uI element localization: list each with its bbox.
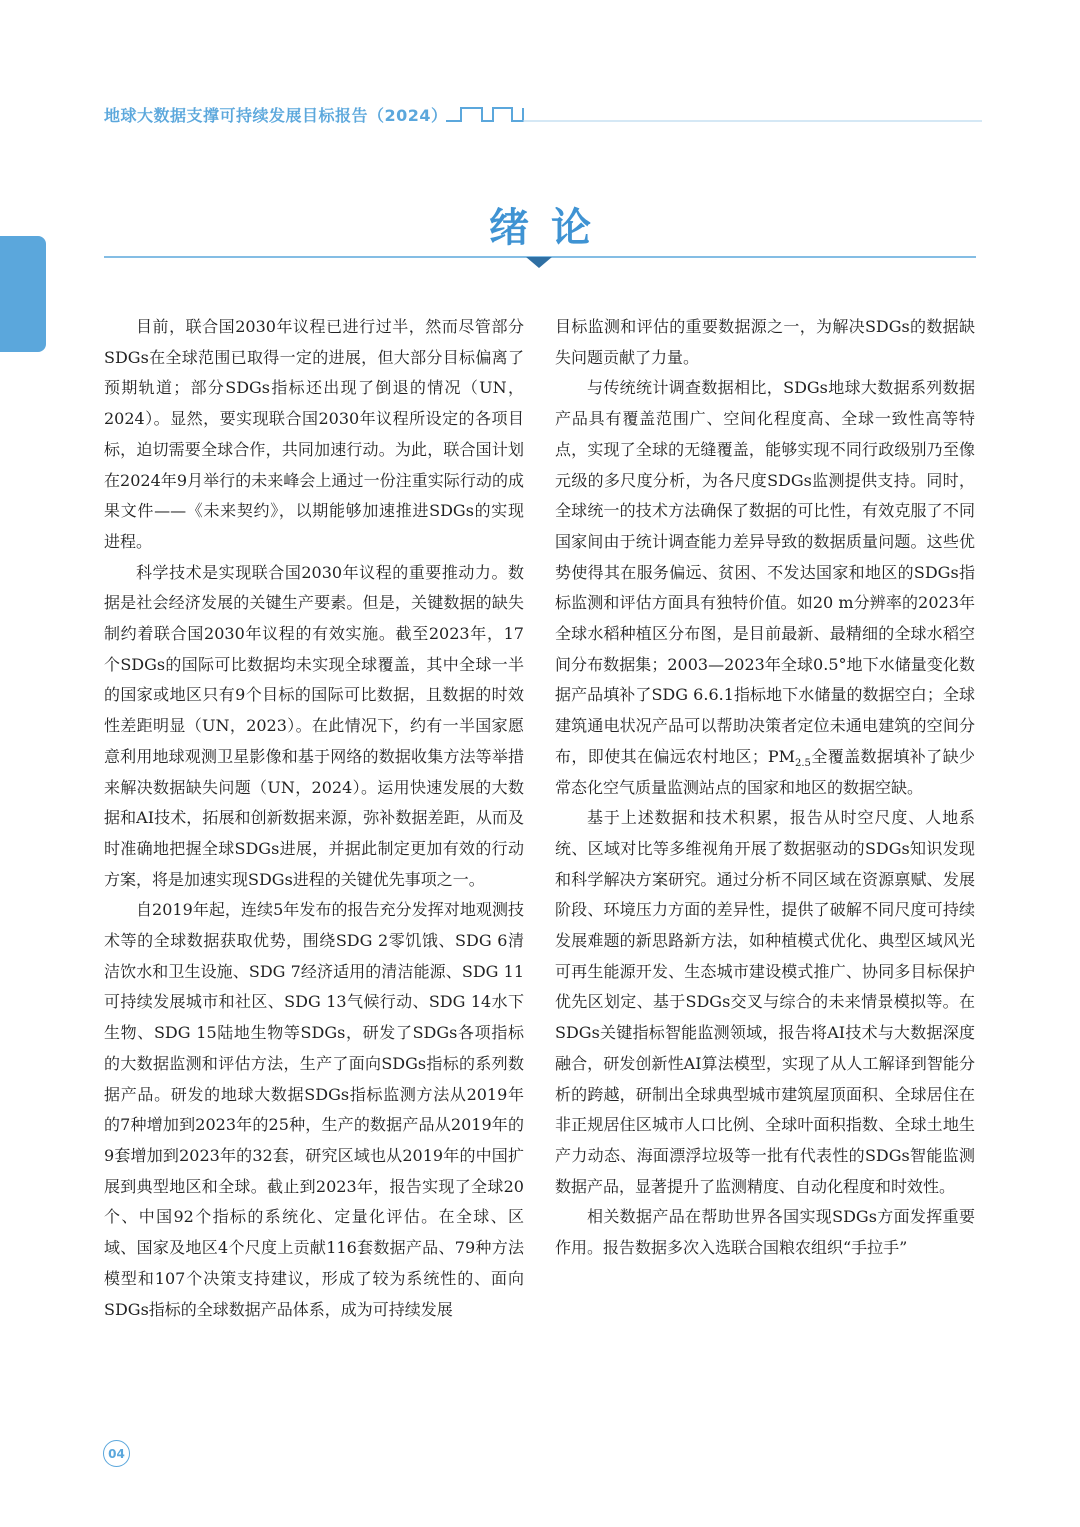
divider-triangle-icon xyxy=(526,257,552,268)
right-column xyxy=(555,312,975,1264)
paragraph-text: 与传统统计调查数据相比，SDGs地球大数据系列数据产品具有覆盖范围广、空间化程度高、全球一致性高等特点，实现了全球的无缝覆盖，能够实现不同行政级别乃至像元级的多尺度分析，为各尺度SDGs监测提供支持。同时，全球统一的技术方法确保了数据的可比性，有效克服了不同国家间由于统计调查能力差异导致的数据质量问题。这些优势使得其在服务偏远、贫困、不发达国家和地区的SDGs指标监测和评估方面具有独特价值。如20 m分辨率的2023年全球水稻种植区分布图，是目前最新、最精细的全球水稻空间分布数据集；2003—2023年全球0.5°地下水储量变化数据产品填补了SDG 6.6.1指标地下水储量的数据空白；全球建筑通电状况产品可以帮助决策者定位未通电建筑的空间分布，即使其在偏远农村地区；PM xyxy=(555,378,975,766)
paragraph: 基于上述数据和技术积累，报告从时空尺度、人地系统、区域对比等多维视角开展了数据驱动的SDGs知识发现和科学解决方案研究。通过分析不同区域在资源禀赋、发展阶段、环境压力方面的差异性，提供了破解不同尺度可持续发展难题的新思路新方法，如种植模式优化、典型区域风光可再生能源开发、生态城市建设模式推广、协同多目标保护优先区划定、基于SDGs交叉与综合的未来情景模拟等。在SDGs关键指标智能监测领域，报告将AI技术与大数据深度融合，研发创新性AI算法模型，实现了从人工解译到智能分析的跨越，研制出全球典型城市建筑屋顶面积、全球居住在非正规居住区城市人口比例、全球叶面积指数、全球土地生产力动态、海面漂浮垃圾等一批有代表性的SDGs智能监测数据产品，显著提升了监测精度、自动化程度和时效性。 xyxy=(555,808,975,1196)
left-column xyxy=(104,312,524,1325)
title-divider xyxy=(0,0,1080,280)
paragraph-text: 全覆盖数据填补了缺少常态化空气质量监测站点的国家和地区的数据空缺。 xyxy=(555,746,975,797)
paragraph: 目前，联合国2030年议程已进行过半，然而尽管部分SDGs在全球范围已取得一定的进展，但大部分目标偏离了预期轨道；部分SDGs指标还出现了倒退的情况（UN，2024）。显然，要实现联合国2030年议程所设定的各项目标，迫切需要全球合作，共同加速行动。为此，联合国计划在2024年9月举行的未来峰会上通过一份注重实际行动的成果文件——《未来契约》，以期能够加速推进SDGs的实现进程。 xyxy=(104,317,524,551)
paragraph: 自2019年起，连续5年发布的报告充分发挥对地观测技术等的全球数据获取优势，围绕SDG 2零饥饿、SDG 6清洁饮水和卫生设施、SDG 7经济适用的清洁能源、SDG 11可持续发展城市和社区、SDG 13气候行动、SDG 14水下生物、SDG 15陆地生物等SDGs，研发了SDGs各项指标的大数据监测和评估方法，生产了面向SDGs指标的系列数据产品。研发的地球大数据SDGs指标监测方法从2019年的7种增加到2023年的25种，生产的数据产品从2019年的9套增加到2023年的32套，研究区域也从2019年的中国扩展到典型地区和全球。截止到2023年，报告实现了全球20个、中国92个指标的系统化、定量化评估。在全球、区域、国家及地区4个尺度上贡献116套数据产品、79种方法模型和107个决策支持建议，形成了较为系统性的、面向SDGs指标的全球数据产品体系，成为可持续发展 xyxy=(104,900,524,1319)
paragraph: 相关数据产品在帮助世界各国实现SDGs方面发挥重要作用。报告数据多次入选联合国粮农组织“手拉手” xyxy=(555,1207,975,1258)
chapter-title: 绪论 xyxy=(489,205,613,251)
page-number: 04 xyxy=(103,1440,130,1467)
paragraph-continuation: 目标监测和评估的重要数据源之一，为解决SDGs的数据缺失问题贡献了力量。 xyxy=(555,317,975,367)
paragraph xyxy=(555,373,975,803)
paragraph: 科学技术是实现联合国2030年议程的重要推动力。数据是社会经济发展的关键生产要素。但是，关键数据的缺失制约着联合国2030年议程的有效实施。截至2023年，17个SDGs的国际可比数据均未实现全球覆盖，其中全球一半的国家或地区只有9个目标的国际可比数据，且数据的时效性差距明显（UN，2023）。在此情况下，约有一半国家愿意利用地球观测卫星影像和基于网络的数据收集方法等举措来解决数据缺失问题（UN，2024）。运用快速发展的大数据和AI技术，拓展和创新数据来源，弥补数据差距，从而及时准确地把握全球SDGs进展，并据此制定更加有效的行动方案，将是加速实现SDGs进程的关键优先事项之一。 xyxy=(104,562,524,889)
pm-subscript: 2.5 xyxy=(795,758,811,770)
running-header-title: 地球大数据支撑可持续发展目标报告（2024） xyxy=(104,106,448,125)
